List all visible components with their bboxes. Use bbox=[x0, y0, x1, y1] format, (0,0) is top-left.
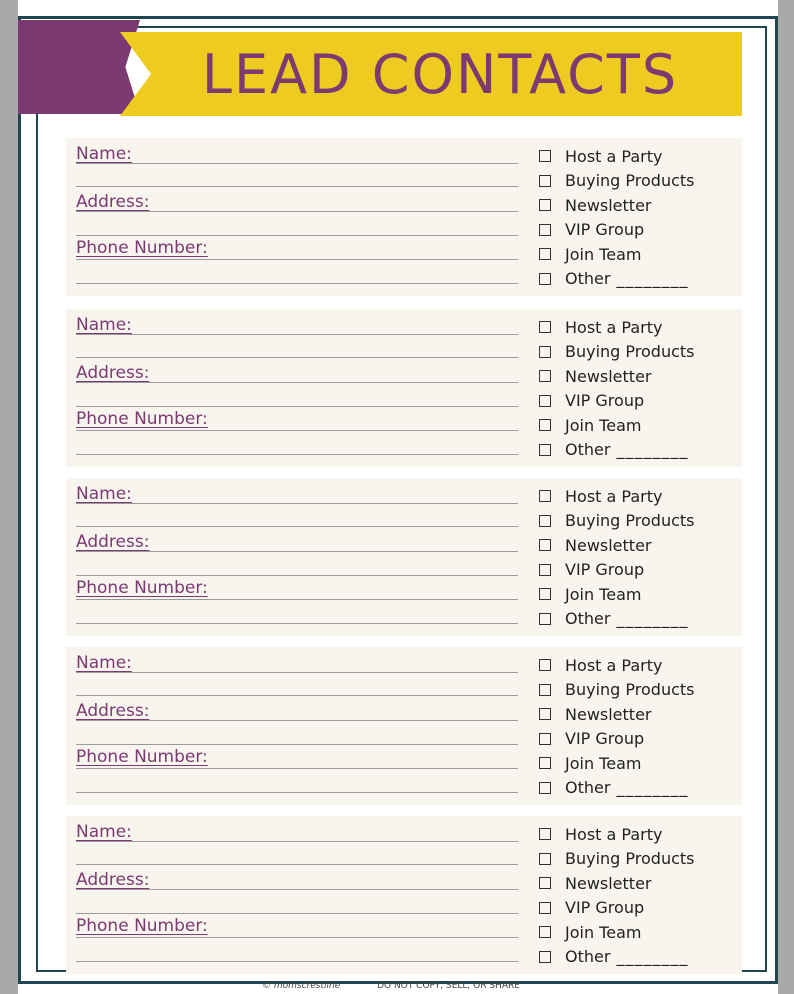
option-newsletter[interactable]: Newsletter bbox=[539, 871, 739, 896]
option-vip-group[interactable]: VIP Group bbox=[539, 558, 739, 583]
name-label: Name: bbox=[76, 653, 132, 673]
address-label: Address: bbox=[76, 532, 150, 552]
checkbox-icon[interactable] bbox=[539, 321, 551, 333]
address-label: Address: bbox=[76, 192, 150, 212]
option-host-party[interactable]: Host a Party bbox=[539, 653, 739, 678]
option-other[interactable]: Other ________ bbox=[539, 267, 739, 292]
option-host-party[interactable]: Host a Party bbox=[539, 315, 739, 340]
name-label: Name: bbox=[76, 144, 132, 164]
name-label: Name: bbox=[76, 822, 132, 842]
option-other[interactable]: Other ________ bbox=[539, 776, 739, 801]
option-host-party[interactable]: Host a Party bbox=[539, 484, 739, 509]
checkbox-icon[interactable] bbox=[539, 588, 551, 600]
checkbox-icon[interactable] bbox=[539, 926, 551, 938]
contact-card-1 bbox=[66, 138, 742, 296]
checkbox-icon[interactable] bbox=[539, 877, 551, 889]
checkbox-icon[interactable] bbox=[539, 564, 551, 576]
checkbox-icon[interactable] bbox=[539, 951, 551, 963]
address-label: Address: bbox=[76, 701, 150, 721]
option-newsletter[interactable]: Newsletter bbox=[539, 193, 739, 218]
footer bbox=[262, 981, 520, 991]
phone-label: Phone Number: bbox=[76, 409, 208, 429]
phone-label: Phone Number: bbox=[76, 747, 208, 767]
contact-card-2 bbox=[66, 309, 742, 467]
option-join-team[interactable]: Join Team bbox=[539, 413, 739, 438]
option-other[interactable]: Other ________ bbox=[539, 438, 739, 463]
checkbox-icon[interactable] bbox=[539, 733, 551, 745]
option-vip-group[interactable]: VIP Group bbox=[539, 389, 739, 414]
checkbox-icon[interactable] bbox=[539, 175, 551, 187]
checkbox-icon[interactable] bbox=[539, 395, 551, 407]
phone-label: Phone Number: bbox=[76, 238, 208, 258]
option-buying-products[interactable]: Buying Products bbox=[539, 340, 739, 365]
option-buying-products[interactable]: Buying Products bbox=[539, 169, 739, 194]
notice-text: DO NOT COPY, SELL, OR SHARE bbox=[377, 981, 520, 991]
option-newsletter[interactable]: Newsletter bbox=[539, 702, 739, 727]
page-title: LEAD CONTACTS bbox=[201, 42, 679, 106]
checkbox-icon[interactable] bbox=[539, 757, 551, 769]
phone-label: Phone Number: bbox=[76, 578, 208, 598]
option-newsletter[interactable]: Newsletter bbox=[539, 364, 739, 389]
checkbox-icon[interactable] bbox=[539, 273, 551, 285]
checkbox-icon[interactable] bbox=[539, 853, 551, 865]
option-other[interactable]: Other ________ bbox=[539, 607, 739, 632]
checkbox-icon[interactable] bbox=[539, 370, 551, 382]
address-label: Address: bbox=[76, 870, 150, 890]
contact-card-5 bbox=[66, 816, 742, 974]
contact-card-4 bbox=[66, 647, 742, 805]
checkbox-icon[interactable] bbox=[539, 490, 551, 502]
checkbox-icon[interactable] bbox=[539, 902, 551, 914]
checkbox-icon[interactable] bbox=[539, 444, 551, 456]
option-join-team[interactable]: Join Team bbox=[539, 751, 739, 776]
checkbox-icon[interactable] bbox=[539, 199, 551, 211]
option-vip-group[interactable]: VIP Group bbox=[539, 896, 739, 921]
copyright-text: © momscrestline bbox=[262, 981, 341, 991]
option-join-team[interactable]: Join Team bbox=[539, 920, 739, 945]
checkbox-icon[interactable] bbox=[539, 150, 551, 162]
option-join-team[interactable]: Join Team bbox=[539, 582, 739, 607]
option-host-party[interactable]: Host a Party bbox=[539, 144, 739, 169]
checkbox-icon[interactable] bbox=[539, 659, 551, 671]
checkbox-icon[interactable] bbox=[539, 708, 551, 720]
phone-label: Phone Number: bbox=[76, 916, 208, 936]
checkbox-icon[interactable] bbox=[539, 828, 551, 840]
checkbox-icon[interactable] bbox=[539, 539, 551, 551]
checkbox-icon[interactable] bbox=[539, 346, 551, 358]
checkbox-icon[interactable] bbox=[539, 419, 551, 431]
name-label: Name: bbox=[76, 484, 132, 504]
option-buying-products[interactable]: Buying Products bbox=[539, 847, 739, 872]
name-label: Name: bbox=[76, 315, 132, 335]
option-host-party[interactable]: Host a Party bbox=[539, 822, 739, 847]
option-vip-group[interactable]: VIP Group bbox=[539, 727, 739, 752]
option-vip-group[interactable]: VIP Group bbox=[539, 218, 739, 243]
checkbox-icon[interactable] bbox=[539, 782, 551, 794]
option-newsletter[interactable]: Newsletter bbox=[539, 533, 739, 558]
checkbox-icon[interactable] bbox=[539, 248, 551, 260]
checkbox-icon[interactable] bbox=[539, 515, 551, 527]
option-buying-products[interactable]: Buying Products bbox=[539, 678, 739, 703]
option-other[interactable]: Other ________ bbox=[539, 945, 739, 970]
option-buying-products[interactable]: Buying Products bbox=[539, 509, 739, 534]
option-join-team[interactable]: Join Team bbox=[539, 242, 739, 267]
checkbox-icon[interactable] bbox=[539, 224, 551, 236]
address-label: Address: bbox=[76, 363, 150, 383]
checkbox-icon[interactable] bbox=[539, 684, 551, 696]
checkbox-icon[interactable] bbox=[539, 613, 551, 625]
contact-card-3 bbox=[66, 478, 742, 636]
